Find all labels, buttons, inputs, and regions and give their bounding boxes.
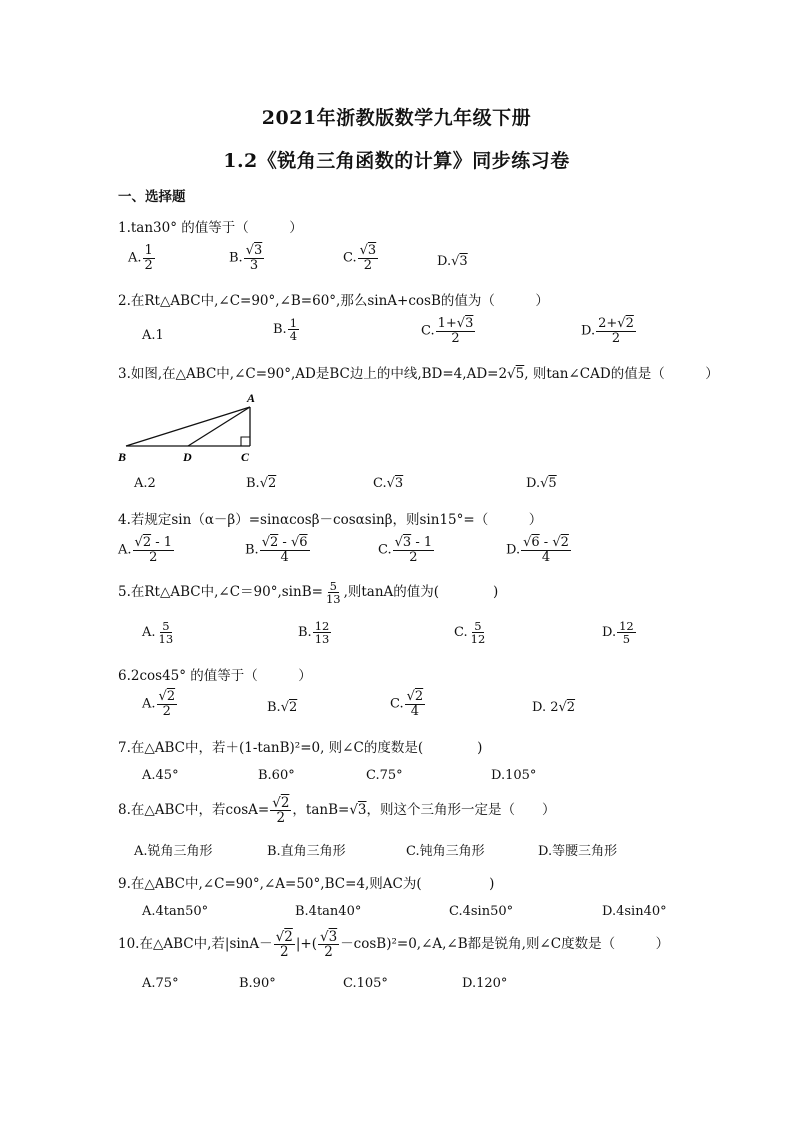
- question-1-stem: 1.tan30° 的值等于（ ）: [118, 220, 303, 236]
- question-6-option-d[interactable]: D. 2√2: [532, 700, 576, 715]
- question-3-option-d[interactable]: D.√5: [526, 476, 557, 491]
- question-9-option-b[interactable]: B.4tan40°: [295, 904, 362, 919]
- right-angle-mark: [241, 437, 250, 446]
- question-3-option-a[interactable]: A.2: [134, 476, 156, 491]
- question-7-option-d[interactable]: D.105°: [491, 768, 537, 783]
- question-10-option-a[interactable]: A.75°: [142, 976, 179, 991]
- question-7-option-c[interactable]: C.75°: [366, 768, 403, 783]
- question-10-stem: 10.在△ABC中,若|sinA－ $\frac{√2}{2}$ |+( $\frac{√3}{2}$ －cosB)²=0,∠A,∠B都是锐角,则∠C度数是（ ）: [118, 929, 670, 961]
- question-5-option-a[interactable]: A. $\frac{5}{13}$: [142, 619, 174, 647]
- question-1-option-c[interactable]: C. $\frac{√3}{2}$: [343, 243, 377, 273]
- question-1-option-d[interactable]: D.√3: [437, 254, 468, 269]
- label-a: A: [247, 391, 256, 405]
- question-5-option-b[interactable]: B. $\frac{12}{13}$: [298, 619, 330, 647]
- label-d: D: [183, 450, 192, 464]
- question-2-stem: 2.在Rt△ABC中,∠C=90°,∠B=60°,那么sinA+cosB的值为（ ）: [118, 293, 549, 309]
- question-4-option-d[interactable]: D. $\frac{√6 - √2}{4}$: [506, 535, 569, 565]
- question-8-option-c[interactable]: C.钝角三角形: [406, 844, 485, 859]
- question-9-option-a[interactable]: A.4tan50°: [142, 904, 209, 919]
- section-heading: 一、选择题: [118, 189, 186, 205]
- question-4-option-b[interactable]: B. $\frac{√2 - √6}{4}$: [245, 535, 308, 565]
- question-10-option-b[interactable]: B.90°: [239, 976, 276, 991]
- question-2-option-b[interactable]: B. $\frac{1}{4}$: [273, 316, 298, 344]
- question-4-option-a[interactable]: A. $\frac{√2 - 1}{2}$: [118, 535, 173, 565]
- question-4-option-c[interactable]: C. $\frac{√3 - 1}{2}$: [378, 535, 433, 565]
- doc-subtitle: 1.2《锐角三角函数的计算》同步练习卷: [223, 150, 570, 172]
- label-b: B: [118, 450, 127, 464]
- question-2-option-a[interactable]: A.1: [142, 328, 164, 343]
- side-ab: [126, 407, 250, 446]
- question-3-option-c[interactable]: C.√3: [373, 476, 404, 491]
- question-10-option-d[interactable]: D.120°: [462, 976, 508, 991]
- question-8-stem: 8.在△ABC中，若cosA= $\frac{√2}{2}$ ，tanB=√3，则这个三角形一定是（ ）: [118, 795, 556, 827]
- question-9-stem: 9.在△ABC中,∠C=90°,∠A=50°,BC=4,则AC为( ): [118, 876, 495, 892]
- question-10-option-c[interactable]: C.105°: [343, 976, 388, 991]
- question-7-option-b[interactable]: B.60°: [258, 768, 295, 783]
- question-9-option-d[interactable]: D.4sin40°: [602, 904, 667, 919]
- question-2-option-d[interactable]: D. $\frac{2+√2}{2}$: [581, 316, 634, 346]
- question-6-option-a[interactable]: A. $\frac{√2}{2}$: [142, 689, 176, 719]
- question-2-option-c[interactable]: C. $\frac{1+√3}{2}$: [421, 316, 474, 346]
- question-7-option-a[interactable]: A.45°: [142, 768, 179, 783]
- doc-title: 2021年浙教版数学九年级下册: [261, 107, 532, 129]
- question-8-option-a[interactable]: A.锐角三角形: [134, 844, 213, 859]
- triangle-figure: [110, 388, 270, 468]
- question-6-option-c[interactable]: C. $\frac{√2}{4}$: [390, 689, 424, 719]
- question-4-stem: 4.若规定sin（α－β）=sinαcosβ－cosαsinβ，则sin15°=（ ）: [118, 512, 543, 528]
- question-5-option-d[interactable]: D. $\frac{12}{5}$: [602, 619, 634, 647]
- question-5-stem: 5.在Rt△ABC中,∠C＝90°,sinB= $\frac{5}{13}$ ,则tanA的值为( ): [118, 579, 499, 607]
- question-1-option-b[interactable]: B. $\frac{√3}{3}$: [229, 243, 263, 273]
- question-6-stem: 6.2cos45° 的值等于（ ）: [118, 668, 312, 684]
- question-9-option-c[interactable]: C.4sin50°: [449, 904, 514, 919]
- question-1-option-a[interactable]: A. $\frac{1}{2}$: [128, 243, 153, 273]
- label-c: C: [241, 450, 250, 464]
- question-7-stem: 7.在△ABC中，若＋(1-tanB)²=0, 则∠C的度数是( ): [118, 740, 483, 756]
- question-3-option-b[interactable]: B.√2: [246, 476, 277, 491]
- question-5-option-c[interactable]: C. $\frac{5}{12}$: [454, 619, 486, 647]
- question-8-option-d[interactable]: D.等腰三角形: [538, 844, 618, 859]
- question-8-option-b[interactable]: B.直角三角形: [267, 844, 346, 859]
- question-3-stem: 3.如图,在△ABC中,∠C=90°,AD是BC边上的中线,BD=4,AD=2√5, 则tan∠CAD的值是（ ）: [118, 366, 719, 382]
- question-6-option-b[interactable]: B.√2: [267, 700, 298, 715]
